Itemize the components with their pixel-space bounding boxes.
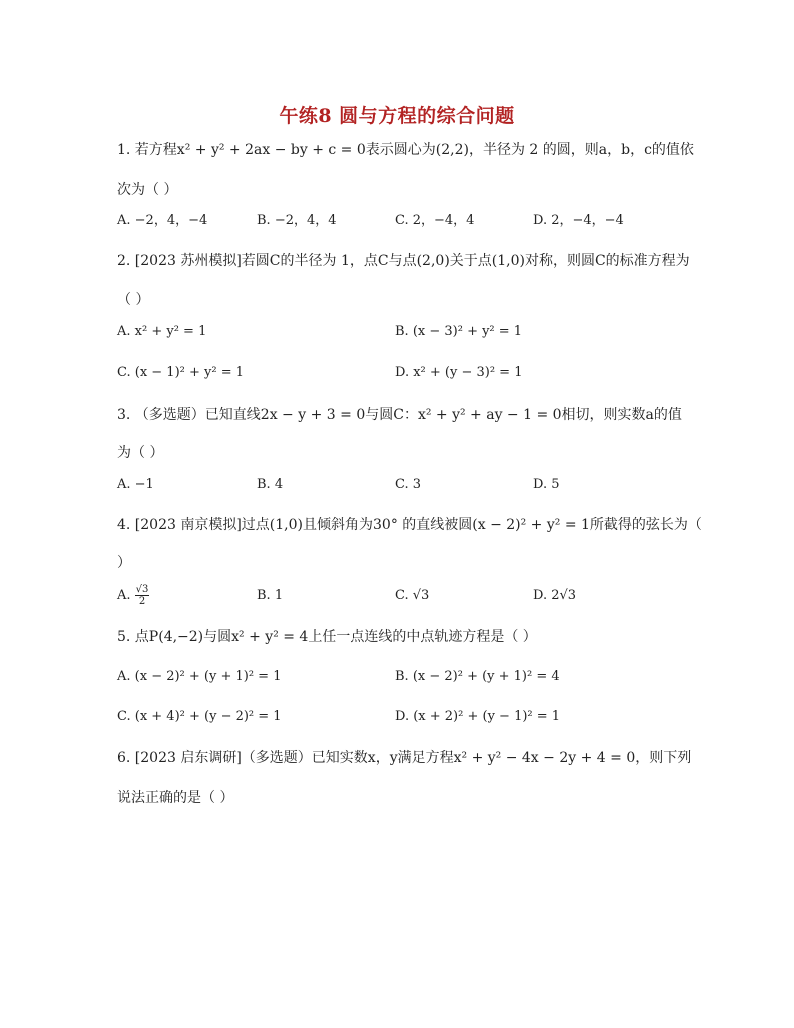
question-4-option-a <box>117 584 149 607</box>
question-3-line-1: 3. （多选题）已知直线2x − y + 3 = 0与圆C：x² + y² + ay − 1 = 0相切，则实数a的值 <box>117 407 682 423</box>
question-4-line-1: 4. [2023 南京模拟]过点(1,0)且倾斜角为30° 的直线被圆(x − 2)² + y² = 1所截得的弦长为（ <box>117 517 702 533</box>
question-4-option-b: B. 1 <box>257 588 284 603</box>
question-1-line-2: 次为（ ） <box>117 182 178 198</box>
question-3-line-2: 为（ ） <box>117 445 164 461</box>
question-5-option-d: D. (x + 2)² + (y − 1)² = 1 <box>395 709 561 724</box>
fraction-denominator: 2 <box>138 596 146 607</box>
question-1-option-d: D. 2，−4，−4 <box>533 213 624 228</box>
question-3-option-b: B. 4 <box>257 477 284 492</box>
question-1-option-b: B. −2，4，4 <box>257 213 337 228</box>
question-2-option-c: C. (x − 1)² + y² = 1 <box>117 365 245 380</box>
question-2-option-d: D. x² + (y − 3)² = 1 <box>395 365 523 380</box>
question-4-line-2: ） <box>117 555 131 571</box>
question-3-option-a: A. −1 <box>117 477 154 492</box>
question-5-option-c: C. (x + 4)² + (y − 2)² = 1 <box>117 709 282 724</box>
question-6-line-1: 6. [2023 启东调研]（多选题）已知实数x，y满足方程x² + y² − 4x − 2y + 4 = 0，则下列 <box>117 750 692 766</box>
question-5-option-a: A. (x − 2)² + (y + 1)² = 1 <box>117 669 282 684</box>
question-5-option-b: B. (x − 2)² + (y + 1)² = 4 <box>395 669 560 684</box>
fraction-numerator: √3 <box>135 584 149 595</box>
question-1-option-a: A. −2，4，−4 <box>117 213 208 228</box>
question-4-option-d: D. 2√3 <box>533 588 577 603</box>
question-5-line-1: 5. 点P(4,−2)与圆x² + y² = 4上任一点连线的中点轨迹方程是（ ） <box>117 629 537 645</box>
page-title: 午练8 圆与方程的综合问题 <box>279 105 515 127</box>
question-4-option-a-label: A. <box>117 588 131 603</box>
fraction <box>135 584 150 607</box>
question-1-line-1: 1. 若方程x² + y² + 2ax − by + c = 0表示圆心为(2,2)，半径为 2 的圆，则a，b，c的值依 <box>117 142 694 158</box>
question-2-option-b: B. (x − 3)² + y² = 1 <box>395 324 523 339</box>
question-6-line-2: 说法正确的是（ ） <box>117 790 234 806</box>
question-2-option-a: A. x² + y² = 1 <box>117 324 207 339</box>
question-4-option-c: C. √3 <box>395 588 430 603</box>
question-3-option-d: D. 5 <box>533 477 560 492</box>
question-2-line-2: （ ） <box>117 292 150 308</box>
question-3-option-c: C. 3 <box>395 477 422 492</box>
question-2-line-1: 2. [2023 苏州模拟]若圆C的半径为 1，点C与点(2,0)关于点(1,0)对称，则圆C的标准方程为 <box>117 253 690 269</box>
question-1-option-c: C. 2，−4，4 <box>395 213 475 228</box>
